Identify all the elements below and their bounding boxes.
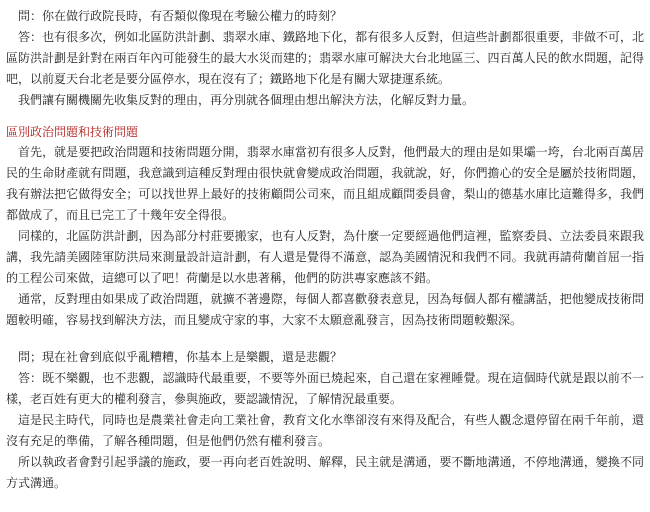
question-paragraph: 問；現在社會到底似乎亂糟糟，你基本上是樂觀，還是悲觀？ (18, 350, 343, 364)
body-paragraph: 通常，反對理由如果成了政治問題，就擴不著邊際，每個人都喜歡發表意見，因為每個人都有權講話，把他變成技術問題較明確，容易找到解決方法，而且變成守家的事，大家不太願意亂發言，因為技術問題較艱深。 (6, 292, 644, 327)
body-paragraph: 所以執政者會對引起爭議的施政，要一再向老百姓說明、解釋，民主就是溝通，要不斷地溝通，不停地溝通，變換不同方式溝通。 (6, 455, 644, 490)
answer-paragraph: 答：既不樂觀，也不悲觀，認識時代最重要，不要等外面已燒起來，自己還在家裡睡覺。現在這個時代就是跟以前不一樣，老百姓有更大的權利發言，參與施政，要認識情況，了解情況最重要。 (6, 371, 644, 406)
section-heading: 區別政治問題和技術問題 (6, 125, 139, 139)
interview-section-1 (6, 6, 644, 111)
body-paragraph: 同樣的，北區防洪計劃，因為部分村莊要搬家，也有人反對，為什麼一定要經過他們這裡，監察委員、立法委員來跟我講，我先請美國陸軍防洪局來測量設計這計劃，有人還是覺得不滿意，認為美國情況和我們不同。我就再請荷蘭首屈一指的工程公司來做，這總可以了吧！荷蘭是以水患著稱，他們的防洪專家應該不錯。 (6, 229, 644, 285)
interview-section-2 (6, 142, 644, 331)
question-paragraph: 問：你在做行政院長時，有否類似像現在考驗公權力的時刻？ (18, 9, 343, 23)
body-paragraph: 首先，就是要把政治問題和技術問題分開，翡翠水庫當初有很多人反對，他們最大的理由是如果壩一垮，台北兩百萬居民的生命財產就有問題，我意識到這種反對理由很快就會變成政治問題，我就說，好，你們擔心的安全是屬於技術問題，我有辦法把它做得安全；可以找世界上最好的技術顧問公司來，而且組成顧問委員會，梨山的德基水庫比這難得多，我們都做成了，而且已完工了十幾年安全得很。 (6, 145, 644, 222)
body-paragraph: 這是民主時代，同時也是農業社會走向工業社會，教育文化水準卻沒有來得及配合，有些人觀念還停留在兩千年前，還沒有充足的準備，了解各種問題，但是他們仍然有權利發言。 (6, 413, 644, 448)
answer-paragraph: 答：也有很多次，例如北區防洪計劃、翡翠水庫、鐵路地下化，都有很多人反對，但這些計劃都很重要，非做不可，北區防洪計劃是針對在兩百年內可能發生的最大水災而建的；翡翠水庫可解決大台北地區三、四百萬人民的飲水問題，記得吧，以前夏天台北老是要分區停水，現在沒有了；鐵路地下化是有關大眾捷運系統。 (6, 30, 644, 86)
interview-section-3 (6, 347, 644, 494)
body-paragraph: 我們讓有關機關先收集反對的理由，再分別就各個理由想出解決方法，化解反對力量。 (18, 93, 475, 107)
